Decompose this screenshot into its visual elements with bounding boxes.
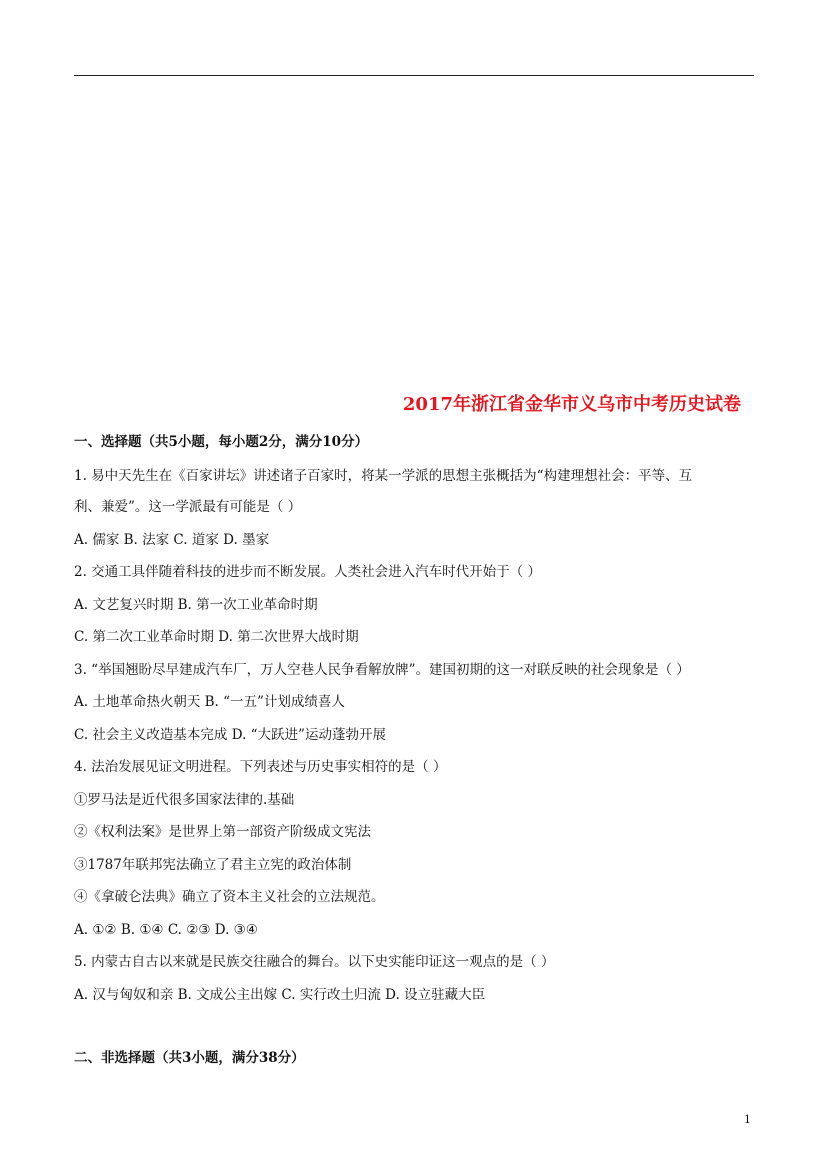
question-4-statement-3: ③1787年联邦宪法确立了君主立宪的政治体制 bbox=[74, 857, 352, 873]
section-heading-choice: 一、选择题（共5小题，每小题2分，满分10分） bbox=[74, 434, 369, 450]
question-1-stem-line2: 利、兼爱”。这一学派最有可能是（ ） bbox=[74, 499, 302, 515]
question-4-statement-2: ②《权利法案》是世界上第一部资产阶级成文宪法 bbox=[74, 824, 371, 840]
question-5-stem: 5. 内蒙古自古以来就是民族交往融合的舞台。以下史实能印证这一观点的是（ ） bbox=[74, 954, 555, 970]
question-3-options-1: A. 土地革命热火朝天 B. “一五”计划成绩喜人 bbox=[74, 694, 345, 710]
question-2-stem: 2. 交通工具伴随着科技的进步而不断发展。人类社会进入汽车时代开始于（ ） bbox=[74, 564, 541, 580]
exam-title: 2017年浙江省金华市义乌市中考历史试卷 bbox=[402, 394, 741, 415]
header-rule bbox=[74, 75, 754, 76]
question-4-statement-1: ①罗马法是近代很多国家法律的.基础 bbox=[74, 792, 295, 808]
question-2-options-1: A. 文艺复兴时期 B. 第一次工业革命时期 bbox=[74, 597, 318, 613]
section-heading-nonchoice: 二、非选择题（共3小题，满分38分） bbox=[74, 1050, 305, 1066]
question-4-options: A. ①② B. ①④ C. ②③ D. ③④ bbox=[74, 922, 258, 938]
question-3-stem: 3. “举国翘盼尽早建成汽车厂，万人空巷人民争看解放牌”。建国初期的这一对联反映的社会现象是（ ） bbox=[74, 662, 690, 678]
question-2-options-2: C. 第二次工业革命时期 D. 第二次世界大战时期 bbox=[74, 629, 359, 645]
question-5-options: A. 汉与匈奴和亲 B. 文成公主出嫁 C. 实行改土归流 D. 设立驻藏大臣 bbox=[74, 987, 486, 1003]
question-4-statement-4: ④《拿破仑法典》确立了资本主义社会的立法规范。 bbox=[74, 889, 385, 905]
question-3-options-2: C. 社会主义改造基本完成 D. “大跃进”运动蓬勃开展 bbox=[74, 727, 386, 743]
question-1-stem-line1: 1. 易中天先生在《百家讲坛》讲述诸子百家时，将某一学派的思想主张概括为“构建理想社会：平等、互 bbox=[74, 468, 693, 484]
page-number: 1 bbox=[744, 1113, 751, 1126]
question-4-stem: 4. 法治发展见证文明进程。下列表述与历史事实相符的是（ ） bbox=[74, 759, 447, 775]
question-1-options: A. 儒家 B. 法家 C. 道家 D. 墨家 bbox=[74, 532, 270, 548]
